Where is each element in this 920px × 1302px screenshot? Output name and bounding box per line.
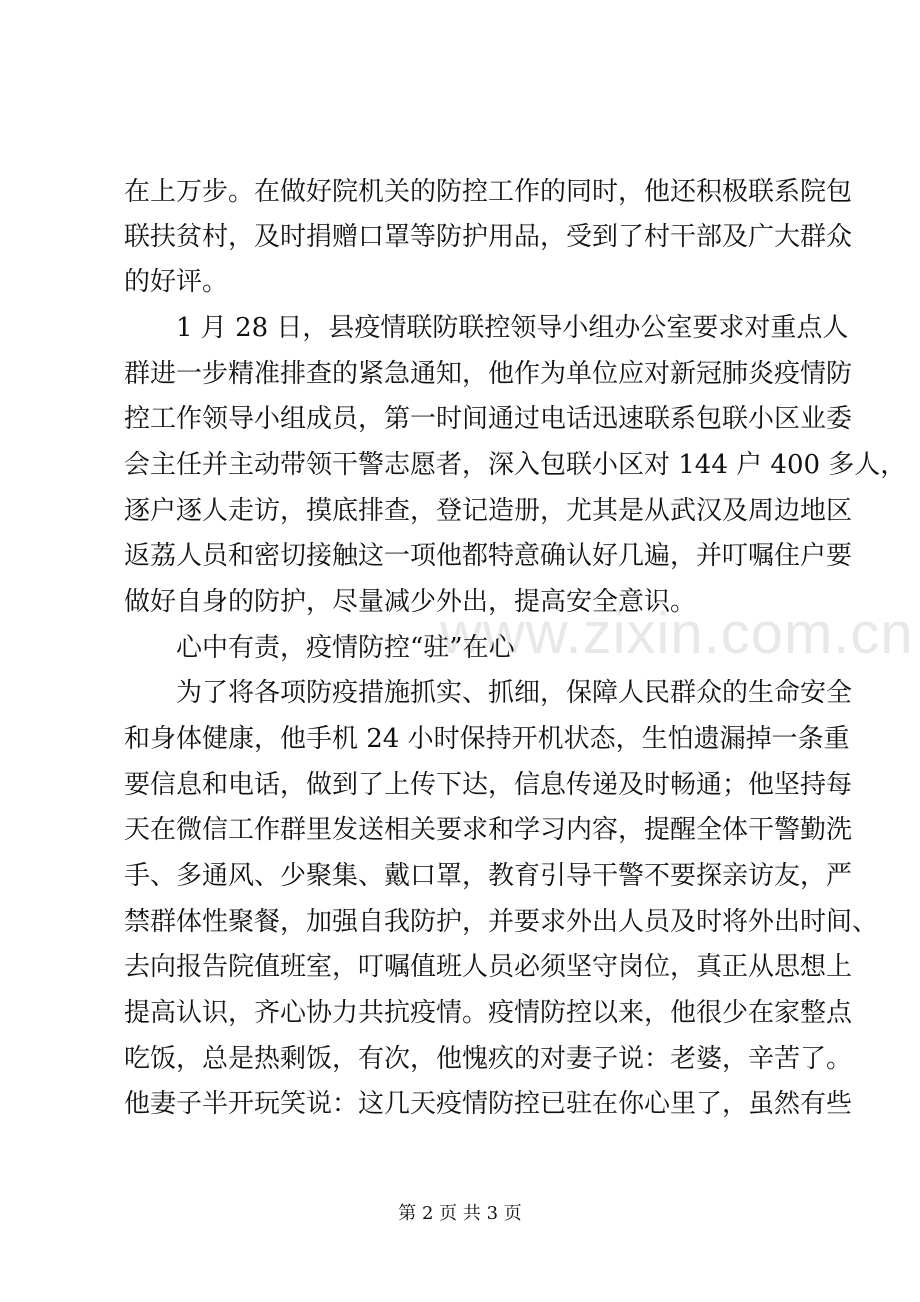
paragraph-first-line: 为了将各项防疫措施抓实、抓细，保障人民群众的生命安全	[176, 678, 853, 708]
text-line: 他妻子半开玩笑说：这几天疫情防控已驻在你心里了，虽然有些	[124, 1089, 853, 1119]
text-line: 天在微信工作群里发送相关要求和学习内容，提醒全体干警勤洗	[124, 815, 853, 845]
text-line: 手、多通风、少聚集、戴口罩，教育引导干警不要探亲访友，严	[124, 861, 853, 891]
watermark-logo: www.zixin.com.cn	[440, 601, 914, 666]
text-line: 提高认识，齐心协力共抗疫情。疫情防控以来，他很少在家整点	[124, 998, 853, 1028]
page-footer: 第 2 页 共 3 页	[398, 1203, 522, 1224]
text-line: 会主任并主动带领干警志愿者，深入包联小区对 144 户 400 多人，	[124, 450, 907, 480]
text-line: 联扶贫村，及时捐赠口罩等防护用品，受到了村干部及广大群众	[124, 222, 853, 252]
text-line: 在上万步。在做好院机关的防控工作的同时，他还积极联系院包	[124, 177, 853, 207]
text-line: 去向报告院值班室，叮嘱值班人员必须坚守岗位，真正从思想上	[124, 952, 853, 982]
text-line: 的好评。	[124, 267, 229, 297]
text-line: 返荔人员和密切接触这一项他都特意确认好几遍，并叮嘱住户要	[124, 541, 853, 571]
text-line: 禁群体性聚餐，加强自我防护，并要求外出人员及时将外出时间、	[124, 907, 879, 937]
text-line: 吃饭，总是热剩饭，有次，他愧疚的对妻子说：老婆，辛苦了。	[124, 1044, 853, 1074]
text-line: 和身体健康，他手机 24 小时保持开机状态，生怕遗漏掉一条重	[124, 724, 850, 754]
paragraph-first-line: 1 月 28 日，县疫情联防联控领导小组办公室要求对重点人	[176, 313, 849, 343]
text-line: 控工作领导小组成员，第一时间通过电话迅速联系包联小区业委	[124, 404, 853, 434]
text-line: 要信息和电话，做到了上传下达，信息传递及时畅通；他坚持每	[124, 770, 853, 800]
text-line: 逐户逐人走访，摸底排查，登记造册，尤其是从武汉及周边地区	[124, 496, 853, 526]
text-line: 群进一步精准排查的紧急通知，他作为单位应对新冠肺炎疫情防	[124, 359, 853, 389]
text-line: 做好自身的防护，尽量减少外出，提高安全意识。	[124, 587, 697, 617]
section-heading: 心中有责，疫情防控“驻”在心	[176, 633, 515, 663]
